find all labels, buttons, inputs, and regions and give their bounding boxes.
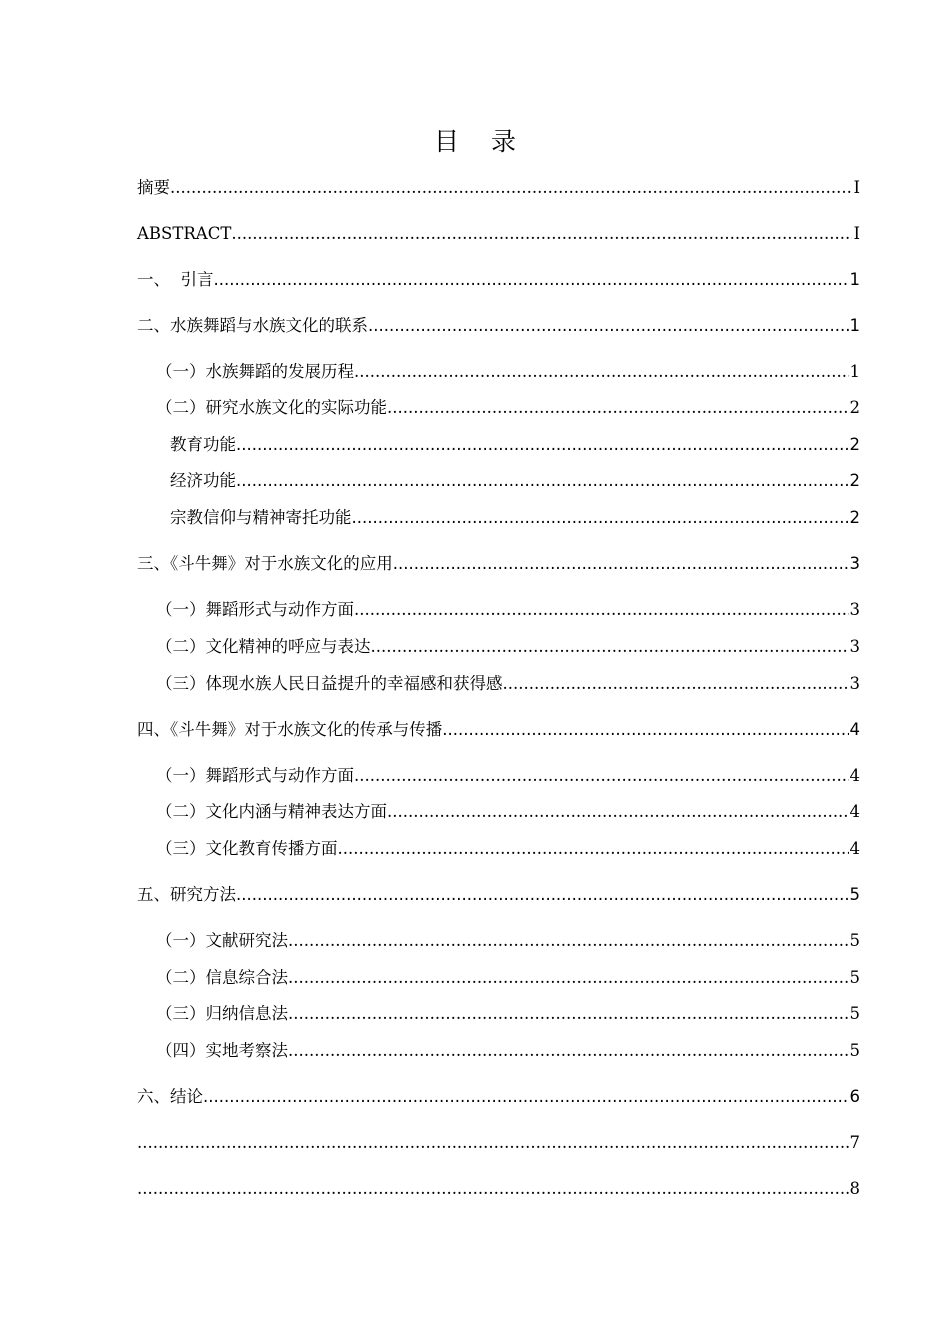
dot-leader	[387, 800, 849, 824]
dot-leader	[354, 360, 849, 384]
toc-entry-untitled-1[interactable]	[137, 1131, 860, 1155]
toc-entry-page: 3	[849, 674, 860, 693]
dot-leader	[387, 396, 849, 420]
toc-entry-page: 5	[849, 1004, 860, 1023]
toc-entry-untitled-2[interactable]	[137, 1177, 860, 1201]
toc-entry-section-3-1[interactable]	[156, 598, 860, 622]
dot-leader	[352, 506, 849, 530]
toc-entry-section-4-2[interactable]	[156, 800, 860, 824]
toc-entry-subsection-education[interactable]	[170, 433, 860, 457]
toc-entry-page: 2	[849, 471, 860, 490]
toc-entry-section-5-1[interactable]	[156, 929, 860, 953]
toc-entry-page: 6	[849, 1087, 860, 1106]
toc-entry-label: （一）舞蹈形式与动作方面	[156, 766, 354, 785]
toc-entry-label: （三）体现水族人民日益提升的幸福感和获得感	[156, 674, 503, 693]
toc-entry-page: 1	[849, 362, 860, 381]
toc-entry-page: 4	[849, 802, 860, 821]
toc-entry-page: 1	[849, 316, 860, 335]
dot-leader	[236, 433, 849, 457]
toc-entry-page: 7	[849, 1133, 860, 1152]
toc-entry-page: 3	[849, 600, 860, 619]
dot-leader	[288, 966, 849, 990]
toc-entry-abstract-en[interactable]	[137, 222, 860, 246]
toc-entry-page: I	[853, 224, 860, 243]
dot-leader	[231, 222, 852, 246]
toc-entry-chapter-2[interactable]	[137, 314, 860, 338]
toc-entry-section-2-2[interactable]	[156, 396, 860, 420]
toc-entry-section-5-4[interactable]	[156, 1039, 860, 1063]
toc-entry-section-5-2[interactable]	[156, 966, 860, 990]
toc-entry-label: 教育功能	[170, 435, 236, 454]
toc-entry-page: I	[853, 178, 860, 197]
dot-leader	[503, 672, 849, 696]
toc-entry-section-4-1[interactable]	[156, 764, 860, 788]
toc-entry-page: 5	[849, 1041, 860, 1060]
dot-leader	[203, 1085, 849, 1109]
toc-entry-section-2-1[interactable]	[156, 360, 860, 384]
dot-leader	[338, 837, 849, 861]
toc-entry-page: 8	[849, 1179, 860, 1198]
toc-entry-subsection-religion[interactable]	[170, 506, 860, 530]
toc-entry-label: 三、《斗牛舞》对于水族文化的应用	[137, 554, 393, 573]
dot-leader	[393, 552, 849, 576]
dot-leader	[288, 1039, 849, 1063]
toc-entry-section-4-3[interactable]	[156, 837, 860, 861]
toc-entry-chapter-3[interactable]	[137, 552, 860, 576]
toc-entry-section-3-3[interactable]	[156, 672, 860, 696]
toc-entry-label: 一、 引言	[137, 270, 214, 289]
toc-entry-page: 1	[849, 270, 860, 289]
toc-entry-label: 六、结论	[137, 1087, 203, 1106]
dot-leader	[288, 929, 849, 953]
toc-entry-chapter-6[interactable]	[137, 1085, 860, 1109]
toc-entry-page: 4	[849, 720, 860, 739]
dot-leader	[214, 268, 849, 292]
toc-entry-page: 5	[849, 885, 860, 904]
toc-entry-chapter-1[interactable]	[137, 268, 860, 292]
toc-entry-chapter-5[interactable]	[137, 883, 860, 907]
toc-entry-label: （二）研究水族文化的实际功能	[156, 398, 387, 417]
toc-entry-page: 2	[849, 435, 860, 454]
toc-entry-subsection-economy[interactable]	[170, 469, 860, 493]
dot-leader	[354, 764, 849, 788]
dot-leader	[236, 469, 849, 493]
toc-entry-page: 3	[849, 637, 860, 656]
toc-entry-abstract-cn[interactable]	[137, 176, 860, 200]
toc-entry-label: 经济功能	[170, 471, 236, 490]
dot-leader	[236, 883, 849, 907]
dot-leader	[137, 1131, 849, 1155]
toc-entry-page: 2	[849, 508, 860, 527]
toc-entry-label: （四）实地考察法	[156, 1041, 288, 1060]
toc-entry-label: 二、水族舞蹈与水族文化的联系	[137, 316, 368, 335]
dot-leader	[354, 598, 849, 622]
toc-entry-label: 四、《斗牛舞》对于水族文化的传承与传播	[137, 720, 443, 739]
toc-entry-label: （一）舞蹈形式与动作方面	[156, 600, 354, 619]
dot-leader	[442, 718, 848, 742]
toc-entry-chapter-4[interactable]	[137, 718, 860, 742]
toc-entry-label: （二）信息综合法	[156, 968, 288, 987]
toc-entry-label: （一）文献研究法	[156, 931, 288, 950]
toc-entry-label: （三）归纳信息法	[156, 1004, 288, 1023]
dot-leader	[170, 176, 852, 200]
toc-entry-section-5-3[interactable]	[156, 1002, 860, 1026]
toc-entry-page: 5	[849, 931, 860, 950]
toc-entry-label: 宗教信仰与精神寄托功能	[170, 508, 352, 527]
toc-entry-page: 2	[849, 398, 860, 417]
toc-entry-label: （二）文化内涵与精神表达方面	[156, 802, 387, 821]
dot-leader	[137, 1177, 849, 1201]
toc-entry-page: 3	[849, 554, 860, 573]
toc-entry-page: 4	[849, 766, 860, 785]
toc-entry-label: （一）水族舞蹈的发展历程	[156, 362, 354, 381]
toc-entry-label: （三）文化教育传播方面	[156, 839, 338, 858]
toc-entry-label: 五、研究方法	[137, 885, 236, 904]
toc-title: 目 录	[434, 127, 528, 156]
toc-entry-label: （二）文化精神的呼应与表达	[156, 637, 371, 656]
toc-entry-label: ABSTRACT	[137, 224, 232, 243]
toc-entry-page: 4	[849, 839, 860, 858]
dot-leader	[368, 314, 849, 338]
toc-entry-label: 摘要	[137, 178, 170, 197]
toc-entry-section-3-2[interactable]	[156, 635, 860, 659]
dot-leader	[288, 1002, 849, 1026]
toc-entry-page: 5	[849, 968, 860, 987]
dot-leader	[371, 635, 849, 659]
